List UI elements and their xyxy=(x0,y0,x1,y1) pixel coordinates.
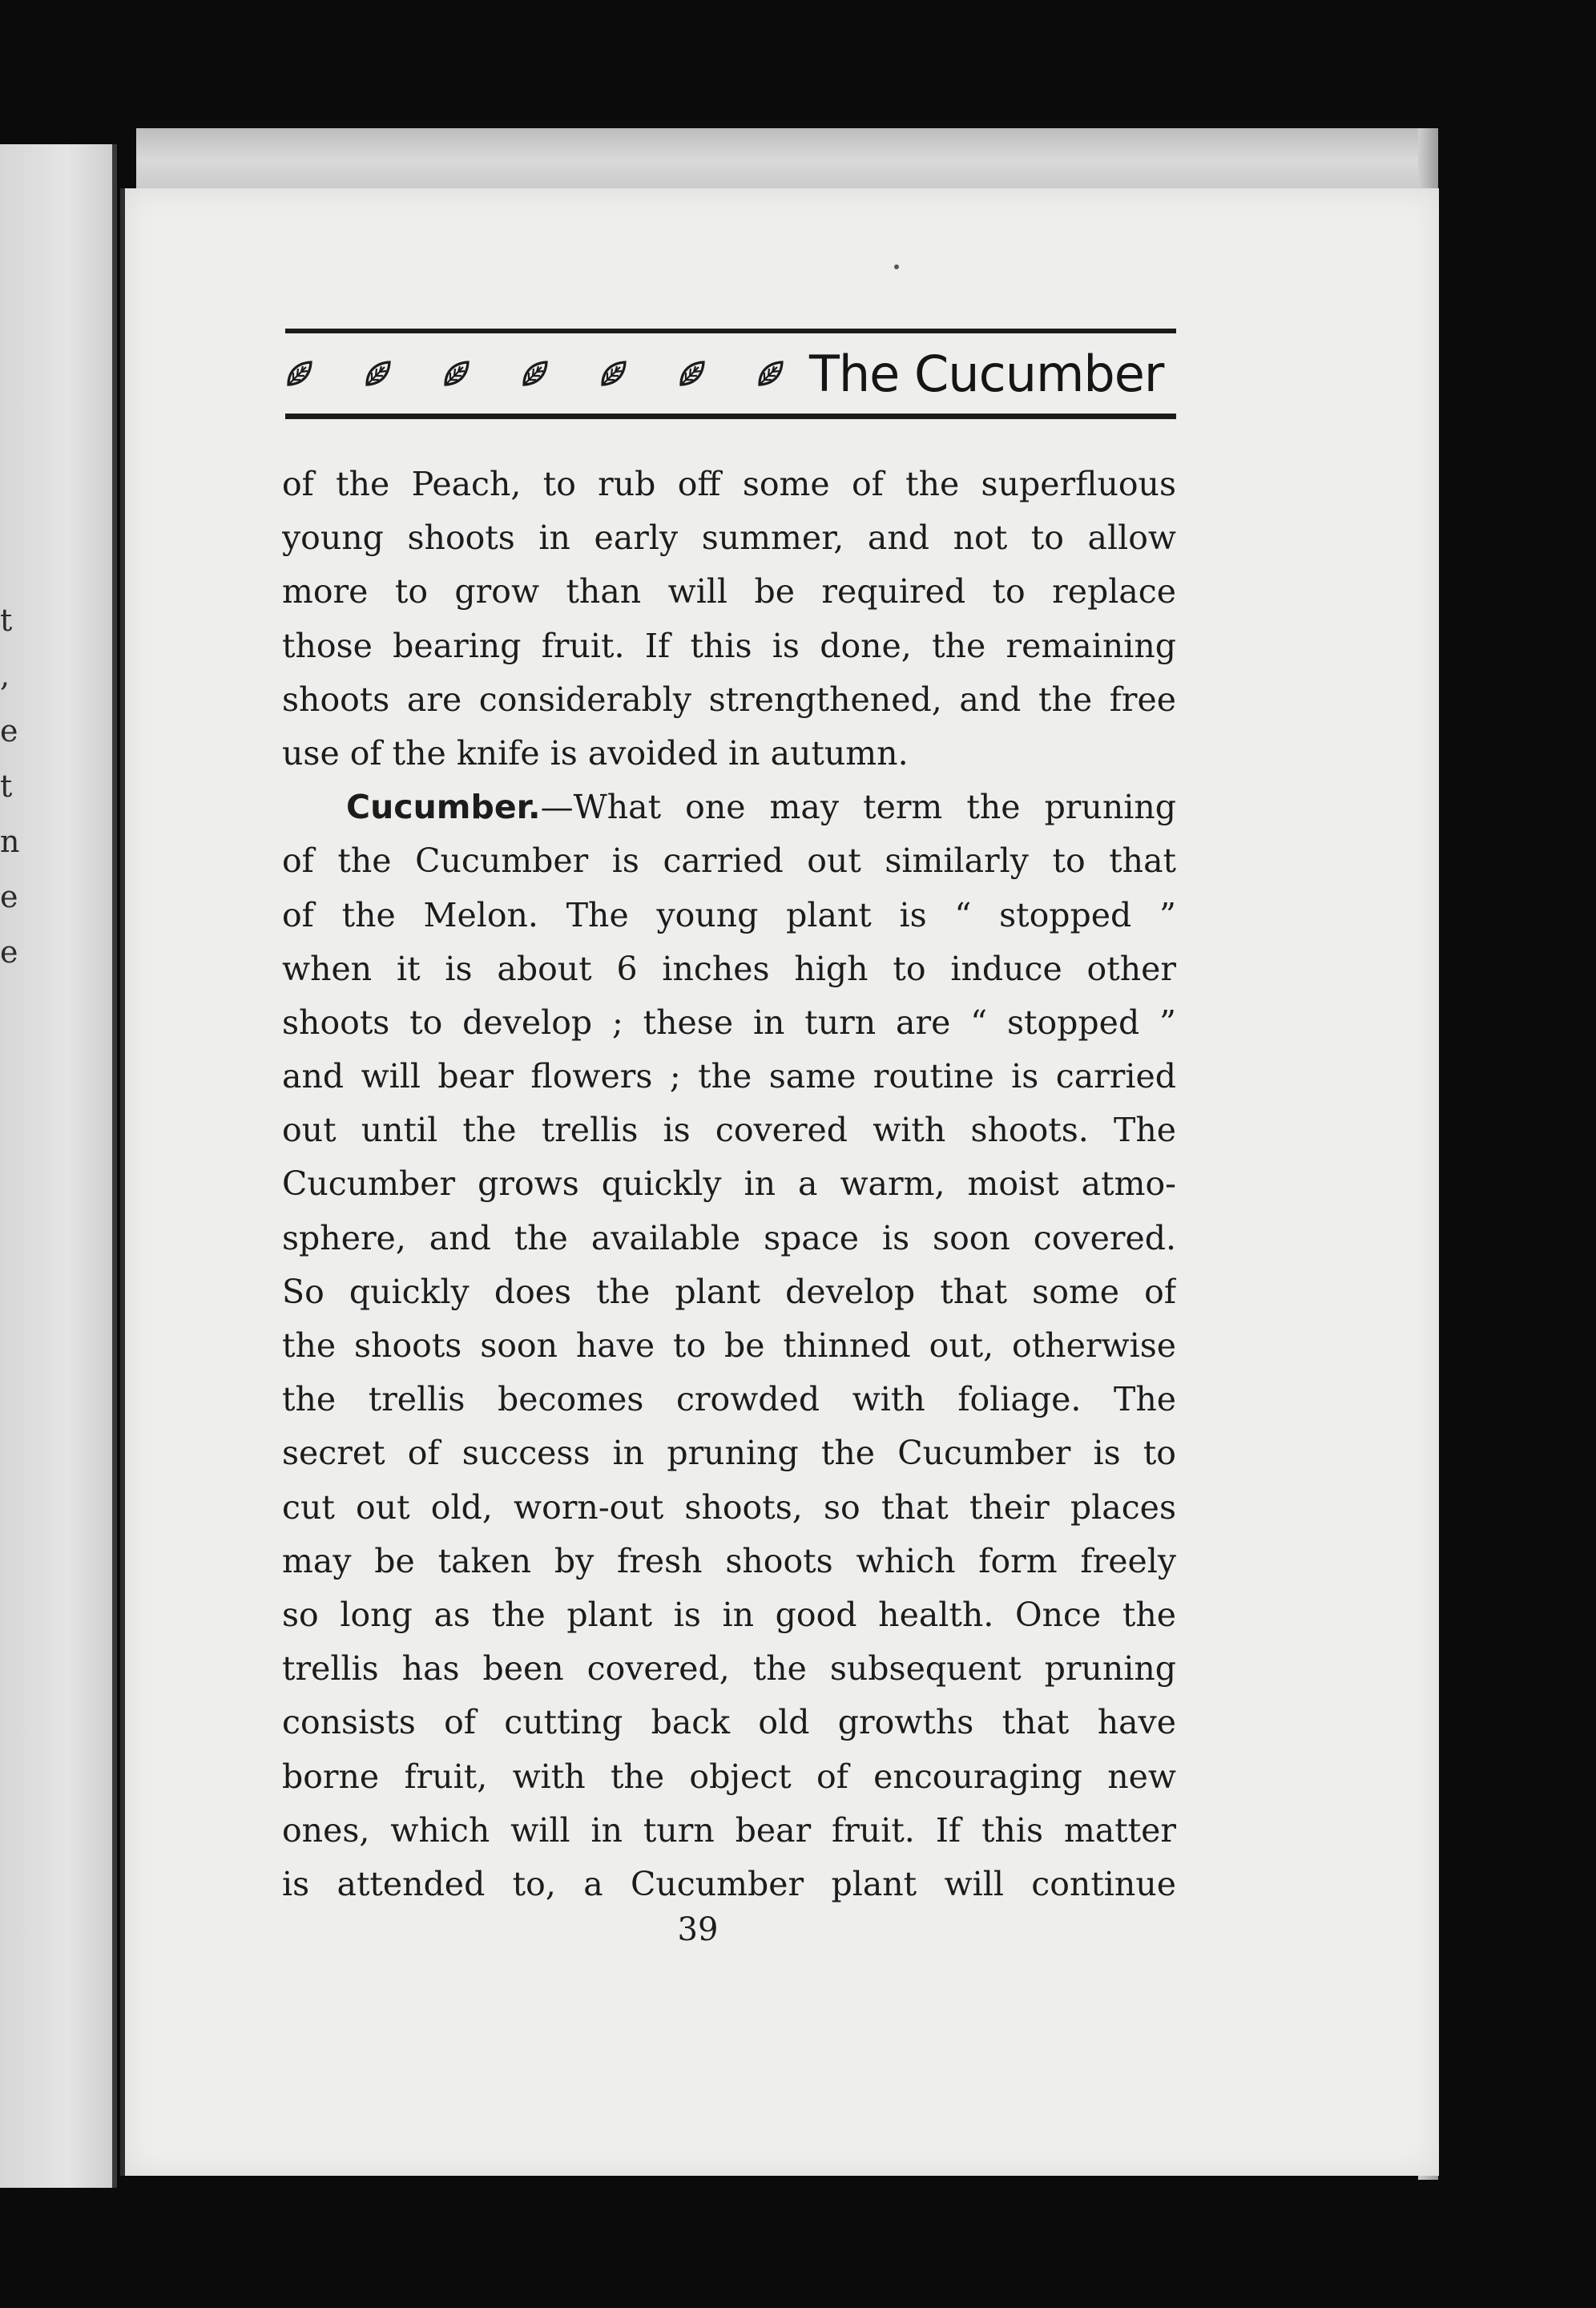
text-line: shoots are considerably strengthened, and the free xyxy=(282,680,1176,719)
text-line: and will bear flowers ; the same routine is carried xyxy=(282,1057,1176,1096)
text-line: is attended to, a Cucumber plant will continue xyxy=(282,1864,1176,1903)
cropped-char: , xyxy=(0,658,10,693)
header-row xyxy=(285,333,1176,414)
text-line: secret of success in pruning the Cucumber is to xyxy=(282,1434,1176,1473)
text-line: when it is about 6 inches high to induce other xyxy=(282,949,1176,988)
page-number: 39 xyxy=(677,1911,719,1948)
leaf-ornament-icon xyxy=(521,359,550,388)
leaf-ornament-icon xyxy=(442,359,471,388)
page-stack-top-edge xyxy=(136,128,1430,192)
text-line: borne fruit, with the object of encouraging new xyxy=(282,1757,1176,1796)
cropped-char: t xyxy=(0,603,13,638)
text-line: ones, which will in turn bear fruit. If this matter xyxy=(282,1810,1176,1850)
cropped-char: n xyxy=(0,824,20,859)
text-line: young shoots in early summer, and not to allow xyxy=(282,518,1176,558)
body-text xyxy=(282,458,1176,1911)
leaf-ornament-icon xyxy=(364,359,393,388)
facing-page-edge xyxy=(0,144,117,2188)
paper-speck xyxy=(894,264,899,269)
text-line: use of the knife is avoided in autumn. xyxy=(282,733,909,773)
header-bottom-rule xyxy=(285,414,1176,419)
text-line: of the Peach, to rub off some of the superfluous xyxy=(282,465,1176,503)
cropped-char: e xyxy=(0,934,18,970)
cropped-char: e xyxy=(0,879,18,914)
text-line: the shoots soon have to be thinned out, otherwise xyxy=(282,1326,1176,1365)
leaf-ornament-icon xyxy=(678,359,707,388)
text-line: So quickly does the plant develop that some of xyxy=(282,1272,1176,1311)
text-line: may be taken by fresh shoots which form freely xyxy=(282,1541,1176,1580)
text-line: the trellis becomes crowded with foliage. The xyxy=(282,1380,1176,1419)
text-line: of the Melon. The young plant is “ stopped ” xyxy=(282,895,1176,934)
text-line: cut out old, worn-out shoots, so that their places xyxy=(282,1487,1176,1527)
text-line: those bearing fruit. If this is done, the remaining xyxy=(282,626,1176,665)
cropped-char: e xyxy=(0,713,18,748)
section-first-line xyxy=(282,781,1176,834)
leaf-ornament-icon xyxy=(285,359,314,388)
ornament-row xyxy=(285,359,785,388)
leaf-ornament-icon xyxy=(756,359,785,388)
cropped-char: t xyxy=(0,769,13,804)
book-page xyxy=(120,188,1439,2176)
running-head-title: The Cucumber xyxy=(809,344,1164,403)
text-line: trellis has been covered, the subsequent pruning xyxy=(282,1649,1176,1689)
text-line: out until the trellis is covered with shoots. The xyxy=(282,1111,1176,1150)
text-line: of the Cucumber is carried out similarly to that xyxy=(282,841,1176,881)
text-line: Cucumber grows quickly in a warm, moist atmo- xyxy=(282,1164,1176,1204)
text-line: consists of cutting back old growths that have xyxy=(282,1703,1176,1742)
text-line: shoots to develop ; these in turn are “ stopped ” xyxy=(282,1003,1176,1042)
facing-page-cropped-text xyxy=(0,593,20,980)
text-line: so long as the plant is in good health. Once the xyxy=(282,1595,1176,1634)
running-header xyxy=(285,329,1176,419)
text-line: more to grow than will be required to replace xyxy=(282,572,1176,611)
section-heading: Cucumber. xyxy=(346,788,541,827)
section-first-line-text: —What one may term the pruning xyxy=(540,788,1176,827)
leaf-ornament-icon xyxy=(599,359,628,388)
text-line: sphere, and the available space is soon covered. xyxy=(282,1218,1176,1257)
